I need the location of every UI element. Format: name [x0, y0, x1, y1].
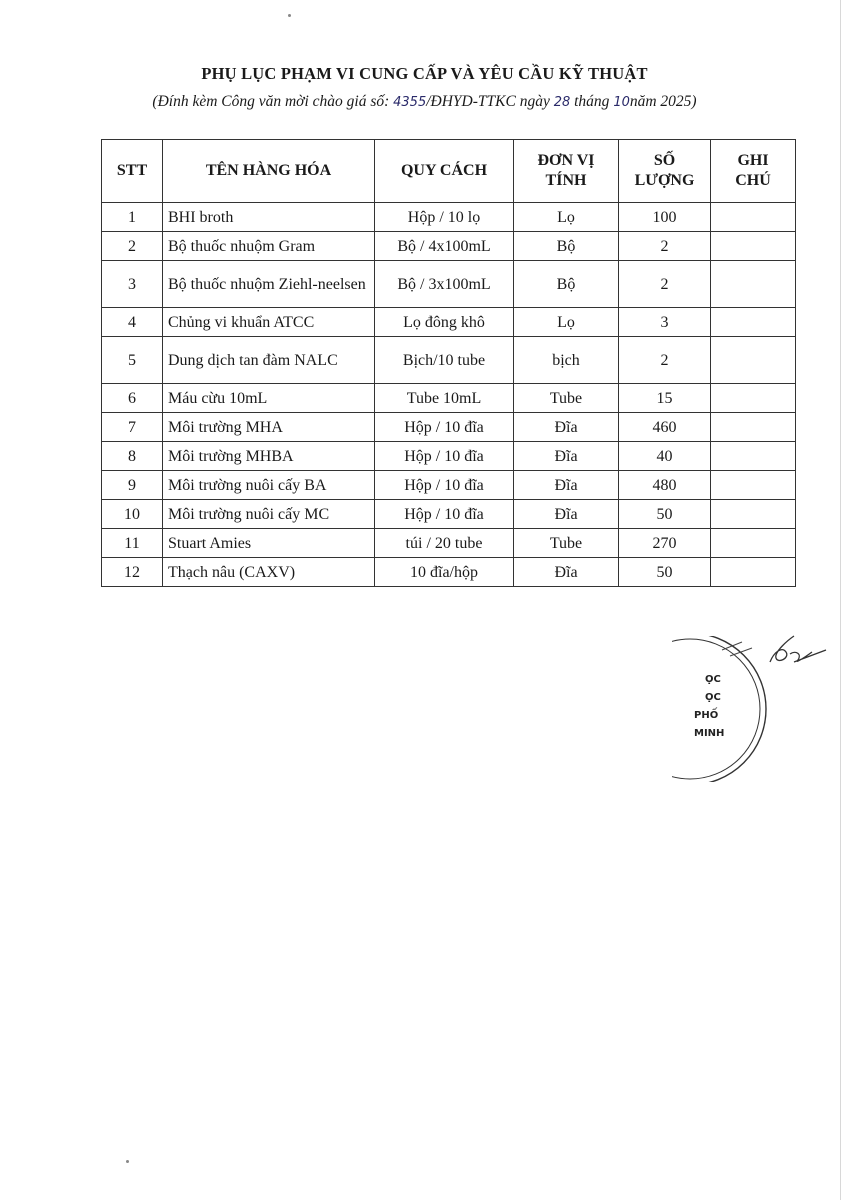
- cell-spec: Tube 10mL: [375, 384, 514, 413]
- cell-note: [711, 261, 796, 308]
- cell-qty: 460: [619, 413, 711, 442]
- cell-name: Môi trường nuôi cấy BA: [163, 471, 375, 500]
- cell-note: [711, 442, 796, 471]
- cell-note: [711, 337, 796, 384]
- document-title: PHỤ LỤC PHẠM VI CUNG CẤP VÀ YÊU CẦU KỸ THUẬT: [201, 64, 648, 83]
- cell-name: Stuart Amies: [163, 529, 375, 558]
- cell-stt: 9: [102, 471, 163, 500]
- handwritten-month: 10: [613, 95, 630, 110]
- header-stt: STT: [102, 140, 163, 203]
- cell-stt: 12: [102, 558, 163, 587]
- goods-table: [101, 139, 796, 587]
- cell-qty: 100: [619, 203, 711, 232]
- cell-name: Dung dịch tan đàm NALC: [163, 337, 375, 384]
- cell-spec: Lọ đông khô: [375, 308, 514, 337]
- cell-qty: 2: [619, 232, 711, 261]
- cell-spec: Hộp / 10 đĩa: [375, 500, 514, 529]
- cell-qty: 2: [619, 337, 711, 384]
- handwritten-day: 28: [553, 95, 571, 110]
- cell-qty: 2: [619, 261, 711, 308]
- cell-qty: 40: [619, 442, 711, 471]
- header-note: [711, 140, 796, 203]
- cell-spec: Bộ / 3x100mL: [375, 261, 514, 308]
- cell-stt: 6: [102, 384, 163, 413]
- cell-note: [711, 308, 796, 337]
- cell-unit: Bộ: [514, 261, 619, 308]
- cell-unit: Đĩa: [514, 471, 619, 500]
- cell-note: [711, 384, 796, 413]
- table-row: [102, 413, 796, 442]
- stamp-text-4: MINH: [694, 728, 725, 739]
- cell-unit: Lọ: [514, 308, 619, 337]
- table-row: [102, 529, 796, 558]
- cell-spec: Hộp / 10 đĩa: [375, 442, 514, 471]
- cell-spec: Hộp / 10 lọ: [375, 203, 514, 232]
- cell-unit: Đĩa: [514, 500, 619, 529]
- cell-note: [711, 500, 796, 529]
- cell-note: [711, 232, 796, 261]
- header-name: TÊN HÀNG HÓA: [163, 140, 375, 203]
- cell-name: Bộ thuốc nhuộm Ziehl-neelsen: [163, 261, 375, 308]
- cell-note: [711, 203, 796, 232]
- cell-name: Môi trường nuôi cấy MC: [163, 500, 375, 529]
- cell-spec: túi / 20 tube: [375, 529, 514, 558]
- cell-unit: Đĩa: [514, 413, 619, 442]
- header-qty-line2: LƯỢNG: [634, 172, 695, 189]
- cell-stt: 3: [102, 261, 163, 308]
- header-unit: [514, 140, 619, 203]
- stamp-text-1: ỌC: [705, 674, 721, 685]
- cell-stt: 4: [102, 308, 163, 337]
- cell-unit: Bộ: [514, 232, 619, 261]
- handwritten-doc-number: 4355: [393, 95, 427, 110]
- cell-spec: Hộp / 10 đĩa: [375, 471, 514, 500]
- cell-unit: Đĩa: [514, 442, 619, 471]
- document-subtitle: [0, 93, 849, 111]
- official-stamp: [672, 636, 772, 782]
- scan-speck: [126, 1160, 129, 1163]
- cell-note: [711, 471, 796, 500]
- table-row: [102, 203, 796, 232]
- header-qty-line1: SỐ: [653, 152, 676, 169]
- cell-spec: Bộ / 4x100mL: [375, 232, 514, 261]
- cell-name: Chủng vi khuẩn ATCC: [163, 308, 375, 337]
- table-row: [102, 232, 796, 261]
- header-note-line1: GHI: [737, 152, 769, 169]
- cell-qty: 15: [619, 384, 711, 413]
- cell-qty: 270: [619, 529, 711, 558]
- cell-stt: 1: [102, 203, 163, 232]
- table-row: [102, 471, 796, 500]
- table-row: [102, 558, 796, 587]
- cell-unit: Tube: [514, 384, 619, 413]
- cell-note: [711, 558, 796, 587]
- table-row: [102, 442, 796, 471]
- header-unit-line1: ĐƠN VỊ: [537, 152, 595, 169]
- cell-name: BHI broth: [163, 203, 375, 232]
- cell-unit: Đĩa: [514, 558, 619, 587]
- cell-qty: 50: [619, 558, 711, 587]
- table-row: [102, 337, 796, 384]
- cell-name: Máu cừu 10mL: [163, 384, 375, 413]
- subtitle-suffix: năm 2025): [629, 93, 697, 110]
- header-note-line2: CHÚ: [735, 172, 771, 189]
- cell-name: Môi trường MHBA: [163, 442, 375, 471]
- cell-name: Môi trường MHA: [163, 413, 375, 442]
- table-row: [102, 384, 796, 413]
- subtitle-prefix: (Đính kèm Công văn mời chào giá số:: [152, 93, 390, 110]
- stamp-text-3: PHỐ: [694, 710, 719, 721]
- subtitle-month-label: tháng: [574, 93, 610, 110]
- scan-speck: [288, 14, 291, 17]
- header-spec: QUY CÁCH: [375, 140, 514, 203]
- cell-spec: 10 đĩa/hộp: [375, 558, 514, 587]
- cell-qty: 480: [619, 471, 711, 500]
- handwritten-signature-icon: [764, 632, 834, 672]
- table-row: [102, 500, 796, 529]
- cell-stt: 11: [102, 529, 163, 558]
- table-row: [102, 261, 796, 308]
- cell-stt: 5: [102, 337, 163, 384]
- cell-stt: 10: [102, 500, 163, 529]
- cell-qty: 3: [619, 308, 711, 337]
- cell-unit: Lọ: [514, 203, 619, 232]
- cell-qty: 50: [619, 500, 711, 529]
- cell-stt: 8: [102, 442, 163, 471]
- header-unit-line2: TÍNH: [545, 172, 587, 189]
- header-qty: [619, 140, 711, 203]
- cell-name: Bộ thuốc nhuộm Gram: [163, 232, 375, 261]
- cell-note: [711, 413, 796, 442]
- stamp-text-2: ỌC: [705, 692, 721, 703]
- table-header-row: [102, 140, 796, 203]
- cell-unit: Tube: [514, 529, 619, 558]
- cell-spec: Hộp / 10 đĩa: [375, 413, 514, 442]
- table-row: [102, 308, 796, 337]
- cell-stt: 2: [102, 232, 163, 261]
- cell-name: Thạch nâu (CAXV): [163, 558, 375, 587]
- cell-note: [711, 529, 796, 558]
- cell-stt: 7: [102, 413, 163, 442]
- page-edge: [840, 0, 841, 1200]
- stamp-ring-icon: [672, 636, 772, 782]
- cell-unit: bịch: [514, 337, 619, 384]
- cell-spec: Bịch/10 tube: [375, 337, 514, 384]
- subtitle-mid: /ĐHYD-TTKC ngày: [426, 93, 550, 110]
